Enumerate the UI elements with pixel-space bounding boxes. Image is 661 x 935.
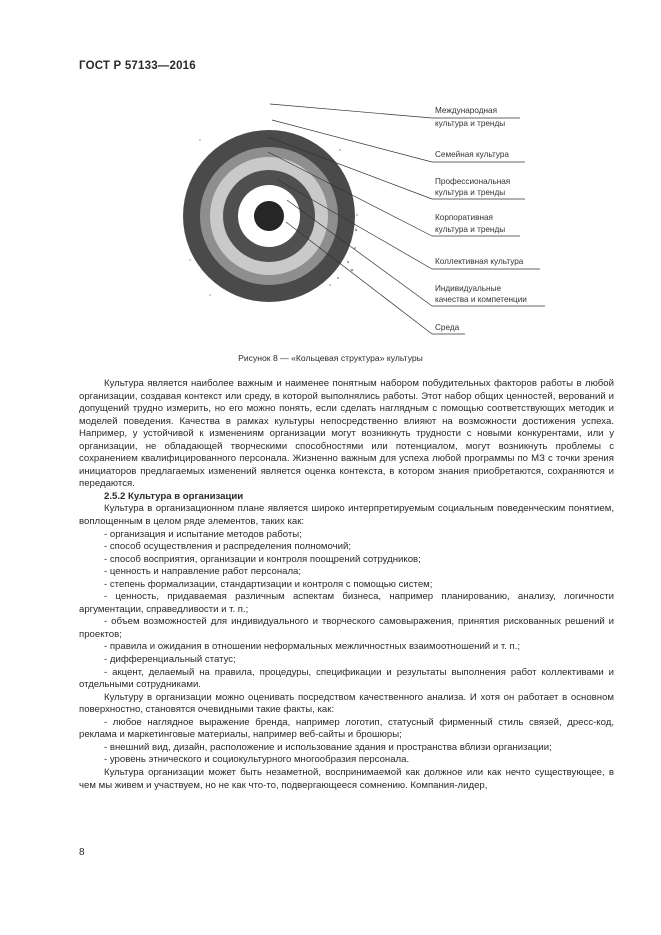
label-international: Международная (435, 106, 498, 115)
list-item: - внешний вид, дизайн, расположение и использование здания и пространства вблизи организации; (104, 741, 552, 753)
ring-core (254, 201, 284, 231)
paragraph: Культура организации может быть незаметной, воспринимаемой как должное или как нечто существующее, в чем мы живем и участвуем, но не как что-то, подвергающееся сомнению. Компания-лидер, (79, 766, 614, 791)
list-item: - любое наглядное выражение бренда, например логотип, статусный фирменный стиль связей, дресс-код, реклама и маркетинговые материалы, например веб-сайты и брошюры; (79, 716, 614, 741)
paragraph: Культура в организационном плане является широко интерпретируемым социальным поведенческим понятием, воплощенным в целом ряде элементов, таких как: (79, 503, 614, 528)
label-corporate: Корпоративная (435, 213, 493, 222)
list-item: - степень формализации, стандартизации и контроля с помощью систем; (104, 578, 433, 590)
label-professional-2: культура и тренды (435, 188, 506, 197)
label-corporate-2: культура и тренды (435, 225, 506, 234)
list-item: - организация и испытание методов работы; (104, 528, 302, 540)
list-item: - объем возможностей для индивидуального и творческого самовыражения, принятия рискованных решений и проектов; (79, 616, 614, 640)
label-family: Семейная культура (435, 150, 509, 159)
list-item: - акцент, делаемый на правила, процедуры, спецификации и результаты выполнения работ коллективами и отдельными сотрудниками. (79, 666, 614, 691)
ring-structure-figure (0, 0, 661, 380)
label-individual: Индивидуальные (435, 284, 502, 293)
list-item: - дифференциальный статус; (104, 654, 236, 666)
label-environment: Среда (435, 323, 460, 332)
paragraph: Культура является наиболее важным и наименее понятным набором побудительных факторов работы в любой организации, создавая контекст или среду, в которой выполнялись работы. Этот набор общих ценностей, верований и допущений трудно измерить, но его можно понять, если сделать наглядным с помощью соответствующих методик и моделей поведения. Качества в рамках культуры непосредственно влияют на возможности достижения успеха. Например, у устойчивой к изменениям организации могут возникнуть трудности с новыми конкурентами, или у организации, не обладающей творческими способностями или потенциалом, могут возникнуть проблемы с сохранением квалифицированного персонала. Жизненно важным для успеха любой программы по МЗ с точки зрения инициаторов предлагаемых изменений является оценка контекста, в котором знания приобретаются, сохраняются и передаются. (79, 378, 614, 490)
label-collective: Коллективная культура (435, 257, 524, 266)
figure-caption: Рисунок 8 — «Кольцевая структура» культуры (238, 353, 423, 363)
list-item: - ценность и направление работ персонала; (104, 566, 302, 578)
page-number: 8 (79, 847, 85, 858)
list-item: - ценность, придаваемая различным аспектам бизнеса, например планированию, анализу, логичности аргументации, справедливости и т. п.; (79, 591, 614, 615)
list-item: - способ восприятия, организации и контроля поощрений сотрудников; (104, 553, 421, 565)
paragraph: Культуру в организации можно оценивать посредством качественного анализа. И хотя он работает в основном поверхностно, становятся очевидными такие факты, как: (79, 691, 614, 716)
label-professional: Профессиональная (435, 177, 511, 186)
section-title: 2.5.2 Культура в организации (104, 490, 244, 502)
list-item: - способ осуществления и распределения полномочий; (104, 541, 352, 553)
label-international-2: культура и тренды (435, 119, 506, 128)
list-facts (79, 717, 614, 767)
list-elements (79, 529, 614, 692)
body-text (79, 378, 614, 792)
standard-header: ГОСТ Р 57133—2016 (79, 60, 196, 72)
label-individual-2: качества и компетенции (435, 295, 527, 304)
list-item: - уровень этнического и социокультурного многообразия персонала. (104, 754, 410, 766)
list-item: - правила и ожидания в отношении неформальных межличностных взаимоотношений и т. п.; (104, 641, 521, 653)
